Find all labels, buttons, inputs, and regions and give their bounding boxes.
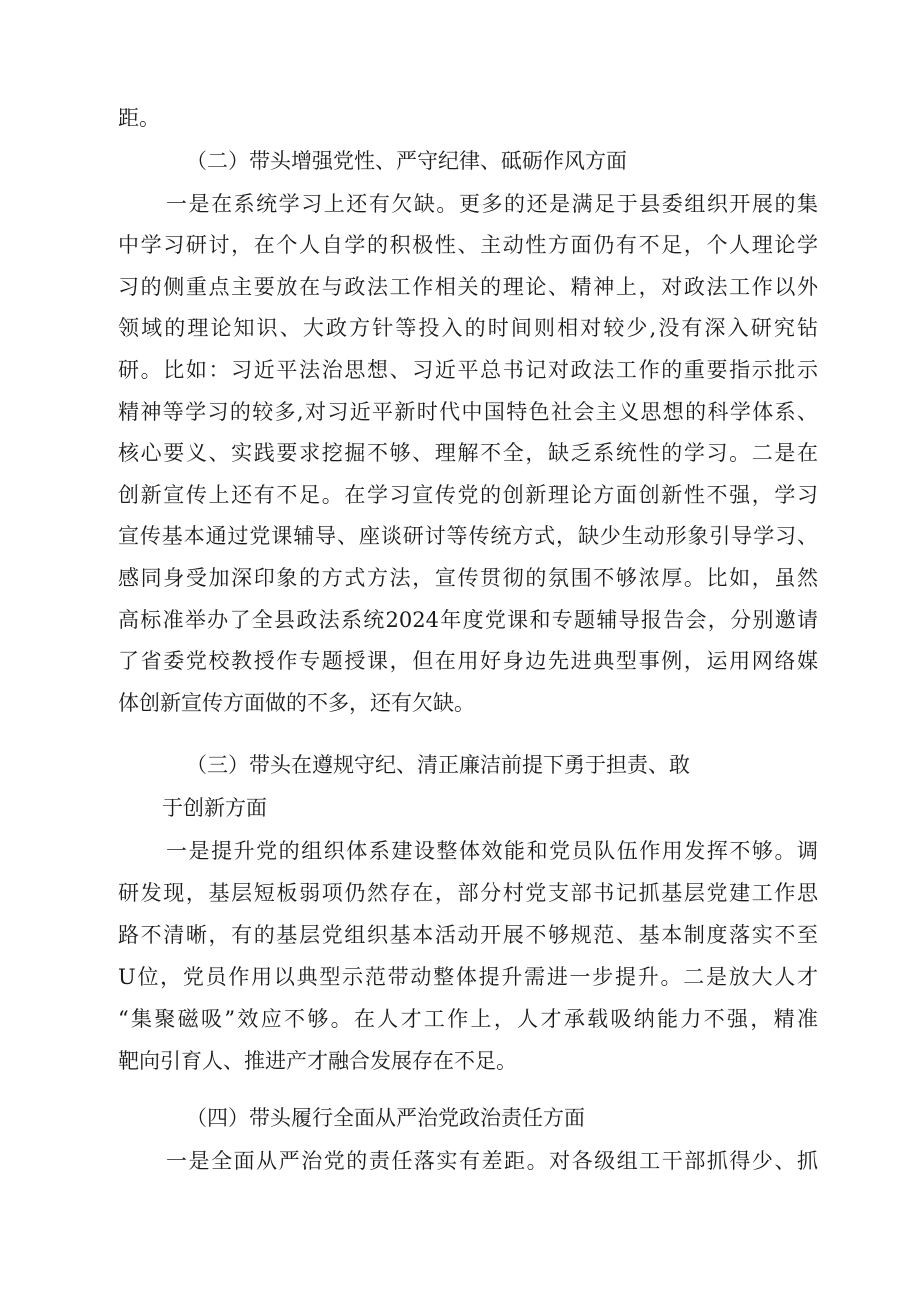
paragraph-line: 体创新宣传方面做的不多，还有欠缺。: [118, 691, 475, 715]
paragraph-line: 精神等学习的较多,对习近平新时代中国特色社会主义思想的科学体系、: [118, 400, 818, 424]
paragraph-line: 创新宣传上还有不足。在学习宣传党的创新理论方面创新性不强，学习: [118, 483, 818, 507]
paragraph-line: 一是在系统学习上还有欠缺。更多的还是满足于县委组织开展的集: [166, 192, 818, 216]
paragraph-line: “集聚磁吸”效应不够。在人才工作上，人才承载吸纳能力不强，精准: [118, 1007, 818, 1031]
section-heading-3-cont: 于创新方面: [162, 796, 267, 820]
continuation-text: 距。: [118, 106, 160, 130]
paragraph-line: 路不清晰，有的基层党组织基本活动开展不够规范、基本制度落实不至: [118, 923, 818, 947]
paragraph-line: 一是全面从严治党的责任落实有差距。对各级组工干部抓得少、抓: [166, 1149, 818, 1173]
section-heading-3: （三）带头在遵规守纪、清正廉洁前提下勇于担责、敢: [186, 753, 690, 777]
paragraph-line: 核心要义、实践要求挖掘不够、理解不全，缺乏系统性的学习。二是在: [118, 441, 818, 465]
section-heading-2: （二）带头增强党性、严守纪律、砥砺作风方面: [186, 149, 627, 173]
paragraph-line: 高标准举办了全县政法系统2024年度党课和专题辅导报告会，分别邀请: [118, 608, 818, 632]
paragraph-line: U位，党员作用以典型示范带动整体提升需进一步提升。二是放大人才: [118, 965, 818, 989]
paragraph-line: 中学习研讨，在个人自学的积极性、主动性方面仍有不足，个人理论学: [118, 233, 818, 257]
paragraph-line: 研发现，基层短板弱项仍然存在，部分村党支部书记抓基层党建工作思: [118, 881, 818, 905]
paragraph-line: 习的侧重点主要放在与政法工作相关的理论、精神上，对政法工作以外: [118, 275, 818, 299]
paragraph-line: 领域的理论知识、大政方针等投入的时间则相对较少,没有深入研究钻: [118, 316, 818, 340]
paragraph-line: 一是提升党的组织体系建设整体效能和党员队伍作用发挥不够。调: [166, 839, 818, 863]
paragraph-line: 宣传基本通过党课辅导、座谈研讨等传统方式，缺少生动形象引导学习、: [118, 524, 818, 548]
paragraph-line: 靶向引育人、推进产才融合发展存在不足。: [118, 1049, 517, 1073]
section-heading-4: （四）带头履行全面从严治党政治责任方面: [186, 1106, 585, 1130]
paragraph-line: 感同身受加深印象的方式方法，宣传贯彻的氛围不够浓厚。比如，虽然: [118, 566, 818, 590]
paragraph-line: 了省委党校教授作专题授课，但在用好身边先进典型事例，运用网络媒: [118, 649, 818, 673]
paragraph-line: 研。比如：习近平法治思想、习近平总书记对政法工作的重要指示批示: [118, 358, 818, 382]
